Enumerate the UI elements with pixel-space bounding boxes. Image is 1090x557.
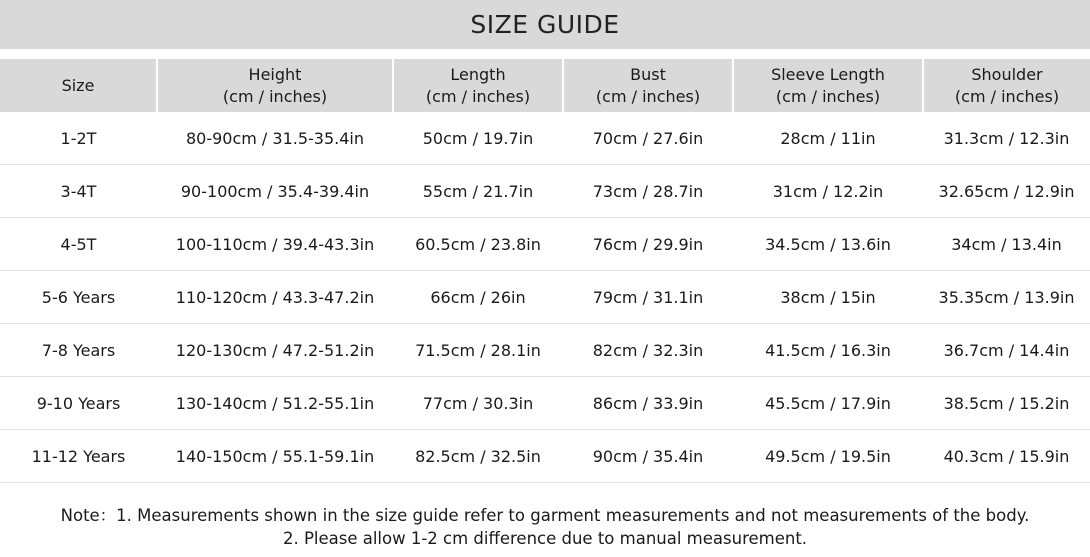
bust-cell: 86cm / 33.9in <box>563 377 733 430</box>
sleeve-length-cell: 45.5cm / 17.9in <box>733 377 923 430</box>
table-row <box>0 324 1090 377</box>
column-header-length <box>393 59 563 112</box>
column-header-unit: (cm / inches) <box>954 86 1060 106</box>
column-header-label: Length <box>450 64 506 84</box>
table-row <box>0 377 1090 430</box>
size-table <box>0 59 1090 483</box>
length-cell: 66cm / 26in <box>393 271 563 324</box>
height-cell: 80-90cm / 31.5-35.4in <box>157 112 393 165</box>
sleeve-length-cell: 28cm / 11in <box>733 112 923 165</box>
measurement-note <box>0 504 1090 550</box>
shoulder-cell: 38.5cm / 15.2in <box>923 377 1090 430</box>
column-header-unit: (cm / inches) <box>595 86 701 106</box>
table-row <box>0 271 1090 324</box>
size-cell: 4-5T <box>0 218 157 271</box>
bust-cell: 73cm / 28.7in <box>563 165 733 218</box>
column-header-label: Height <box>248 64 302 84</box>
note-line-2: 2. Please allow 1-2 cm difference due to manual measurement. <box>282 529 808 548</box>
bust-cell: 90cm / 35.4in <box>563 430 733 483</box>
column-header-unit: (cm / inches) <box>775 86 881 106</box>
header-row <box>0 59 1090 112</box>
column-header-label: Sleeve Length <box>771 64 885 84</box>
height-cell: 90-100cm / 35.4-39.4in <box>157 165 393 218</box>
sleeve-length-cell: 49.5cm / 19.5in <box>733 430 923 483</box>
note-line-1: Note：1. Measurements shown in the size guide refer to garment measurements and not measurements of the body. <box>60 506 1030 525</box>
length-cell: 82.5cm / 32.5in <box>393 430 563 483</box>
column-header-unit: (cm / inches) <box>222 86 328 106</box>
column-header-label: Shoulder <box>971 64 1043 84</box>
shoulder-cell: 35.35cm / 13.9in <box>923 271 1090 324</box>
column-header-unit: (cm / inches) <box>425 86 531 106</box>
height-cell: 120-130cm / 47.2-51.2in <box>157 324 393 377</box>
sleeve-length-cell: 34.5cm / 13.6in <box>733 218 923 271</box>
sleeve-length-cell: 31cm / 12.2in <box>733 165 923 218</box>
shoulder-cell: 40.3cm / 15.9in <box>923 430 1090 483</box>
column-header-height <box>157 59 393 112</box>
size-cell: 3-4T <box>0 165 157 218</box>
table-row <box>0 218 1090 271</box>
height-cell: 140-150cm / 55.1-59.1in <box>157 430 393 483</box>
bust-cell: 70cm / 27.6in <box>563 112 733 165</box>
size-cell: 11-12 Years <box>0 430 157 483</box>
size-cell: 5-6 Years <box>0 271 157 324</box>
bust-cell: 76cm / 29.9in <box>563 218 733 271</box>
column-header-bust <box>563 59 733 112</box>
size-cell: 9-10 Years <box>0 377 157 430</box>
size-cell: 7-8 Years <box>0 324 157 377</box>
length-cell: 71.5cm / 28.1in <box>393 324 563 377</box>
sleeve-length-cell: 38cm / 15in <box>733 271 923 324</box>
column-header-label: Bust <box>630 64 666 84</box>
shoulder-cell: 32.65cm / 12.9in <box>923 165 1090 218</box>
table-row <box>0 430 1090 483</box>
bust-cell: 79cm / 31.1in <box>563 271 733 324</box>
title-bar <box>0 0 1090 49</box>
sleeve-length-cell: 41.5cm / 16.3in <box>733 324 923 377</box>
length-cell: 50cm / 19.7in <box>393 112 563 165</box>
height-cell: 100-110cm / 39.4-43.3in <box>157 218 393 271</box>
shoulder-cell: 36.7cm / 14.4in <box>923 324 1090 377</box>
table-row <box>0 112 1090 165</box>
table-row <box>0 165 1090 218</box>
length-cell: 60.5cm / 23.8in <box>393 218 563 271</box>
shoulder-cell: 31.3cm / 12.3in <box>923 112 1090 165</box>
page-title: SIZE GUIDE <box>470 10 620 39</box>
height-cell: 130-140cm / 51.2-55.1in <box>157 377 393 430</box>
column-header-shoulder <box>923 59 1090 112</box>
length-cell: 55cm / 21.7in <box>393 165 563 218</box>
height-cell: 110-120cm / 43.3-47.2in <box>157 271 393 324</box>
column-header-size <box>0 59 157 112</box>
length-cell: 77cm / 30.3in <box>393 377 563 430</box>
size-cell: 1-2T <box>0 112 157 165</box>
shoulder-cell: 34cm / 13.4in <box>923 218 1090 271</box>
column-header-label: Size <box>61 75 95 95</box>
bust-cell: 82cm / 32.3in <box>563 324 733 377</box>
column-header-sleeve-length <box>733 59 923 112</box>
